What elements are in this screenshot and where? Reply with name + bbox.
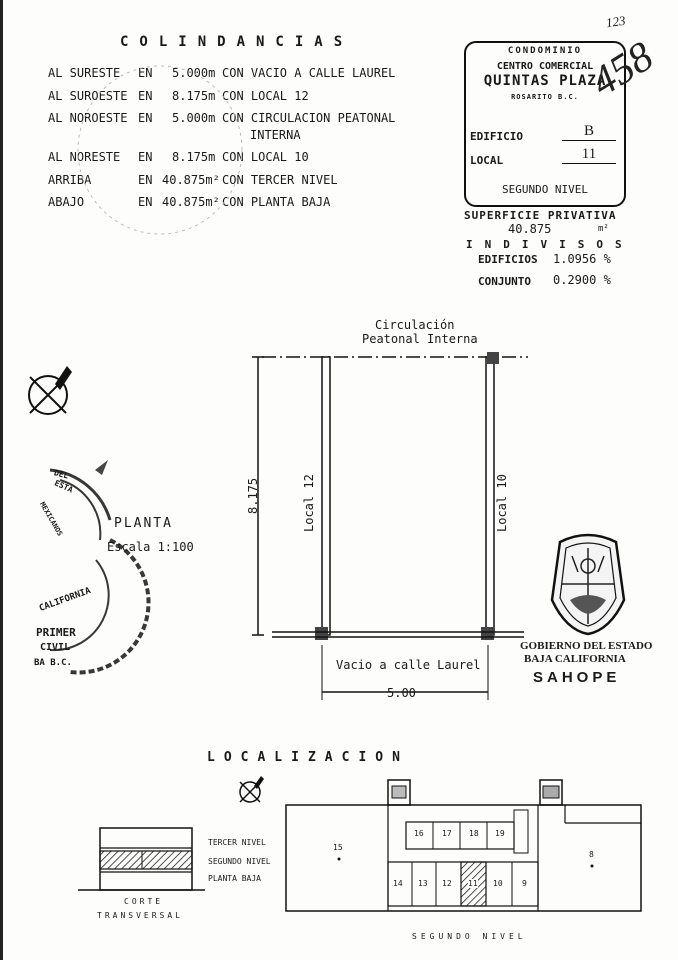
colindancia-direction: AL SUROESTE bbox=[48, 89, 128, 103]
local-number: 18 bbox=[469, 829, 479, 838]
local-number: 15 bbox=[333, 843, 343, 852]
north-arrow-icon bbox=[29, 366, 72, 414]
colindancia-en: EN bbox=[138, 195, 153, 209]
colindancia-en: EN bbox=[138, 89, 153, 103]
column-top-right bbox=[487, 352, 499, 364]
segundo-nivel-label: SEGUNDO NIVEL bbox=[412, 932, 527, 941]
colindancia-con: CON LOCAL 10 bbox=[222, 150, 309, 164]
local-number: 17 bbox=[442, 829, 452, 838]
plaza-name: QUINTAS PLAZA bbox=[483, 73, 607, 89]
local-number: 10 bbox=[493, 879, 503, 888]
planta-label: PLANTA bbox=[114, 516, 173, 531]
colindancia-con: CON LOCAL 12 bbox=[222, 89, 309, 103]
gobierno-line-1: GOBIERNO DEL ESTADO bbox=[520, 640, 653, 652]
indivisos-label: INDIVISOS bbox=[466, 238, 634, 251]
cross-section-diagram bbox=[78, 828, 205, 890]
colindancia-con: CON CIRCULACION PEATONAL bbox=[222, 111, 396, 125]
colindancia-direction: AL SURESTE bbox=[48, 66, 121, 80]
height-dimension-value: 8.175 bbox=[246, 477, 260, 514]
left-wall bbox=[322, 357, 330, 635]
local-number: 16 bbox=[414, 829, 424, 838]
corte-level-label: TERCER NIVEL bbox=[208, 838, 266, 847]
local-number: 13 bbox=[418, 879, 428, 888]
colindancia-value: 8.175m bbox=[172, 150, 216, 164]
colindancia-direction: ABAJO bbox=[48, 195, 85, 209]
edificios-value: 1.0956 % bbox=[553, 252, 611, 266]
north-arrow-small-icon bbox=[240, 776, 264, 802]
gobierno-line-2: BAJA CALIFORNIA bbox=[524, 653, 626, 665]
corte-label: CORTE bbox=[124, 897, 164, 906]
stamp-text: MEXICANOS bbox=[38, 500, 64, 538]
colindancia-value: 5.000m bbox=[172, 111, 216, 125]
state-coat-of-arms-icon bbox=[552, 535, 624, 634]
colindancia-value: 5.000m bbox=[172, 66, 216, 80]
colindancia-value: 8.175m bbox=[172, 89, 216, 103]
width-dimension-value: 5.00 bbox=[387, 686, 416, 700]
local-value: 11 bbox=[562, 146, 616, 164]
colindancia-value: 40.875m² bbox=[162, 195, 220, 209]
corte-level-label: SEGUNDO NIVEL bbox=[208, 857, 271, 866]
transversal-label: TRANSVERSAL bbox=[97, 911, 183, 920]
local-number: 9 bbox=[522, 879, 527, 888]
stamp-text: CALIFORNIA bbox=[37, 586, 93, 614]
local-number: 8 bbox=[589, 850, 594, 859]
colindancia-con: CON TERCER NIVEL bbox=[222, 173, 338, 187]
colindancia-value: 40.875m² bbox=[162, 173, 220, 187]
local-number: 14 bbox=[393, 879, 403, 888]
colindancia-con: CON PLANTA BAJA bbox=[222, 195, 331, 209]
conjunto-value: 0.2900 % bbox=[553, 273, 611, 287]
edificio-value: B bbox=[562, 123, 616, 141]
colindancias-title: COLINDANCIAS bbox=[120, 34, 354, 50]
faint-stamp-circle bbox=[78, 66, 242, 234]
plan-top-label-2: Peatonal Interna bbox=[362, 332, 478, 346]
colindancia-con: CON VACIO A CALLE LAUREL bbox=[222, 66, 396, 80]
edificio-label: EDIFICIO bbox=[470, 130, 523, 143]
column-bottom-left bbox=[315, 627, 328, 640]
superficie-value: 40.875 bbox=[508, 222, 552, 236]
stamp-text: DEL bbox=[53, 468, 70, 481]
escala-label: Escala 1:100 bbox=[107, 540, 194, 554]
colindancia-direction: AL NORESTE bbox=[48, 150, 121, 164]
local-label: LOCAL bbox=[470, 154, 504, 167]
sahope-label: SAHOPE bbox=[533, 669, 621, 686]
centro-comercial-label: CENTRO COMERCIAL bbox=[496, 61, 594, 72]
stamp-text: BA B.C. bbox=[34, 658, 72, 668]
nivel-label: SEGUNDO NIVEL bbox=[501, 183, 589, 196]
south-boundary-label: Vacio a calle Laurel bbox=[336, 658, 481, 672]
plan-top-label-1: Circulación bbox=[375, 318, 455, 332]
local-number-highlighted: 11 bbox=[468, 879, 478, 888]
edificios-label: EDIFICIOS bbox=[478, 253, 538, 266]
localizacion-title: LOCALIZACION bbox=[207, 750, 409, 765]
local-number: 12 bbox=[442, 879, 452, 888]
local-number: 19 bbox=[495, 829, 505, 838]
stamp-text: CIVIL bbox=[40, 642, 71, 653]
colindancia-en: EN bbox=[138, 111, 153, 125]
handwritten-number: 123 bbox=[604, 12, 627, 31]
stamp-text: PRIMER bbox=[36, 626, 76, 639]
condominio-label: CONDOMINIO bbox=[507, 46, 583, 56]
city-label: ROSARITO B.C. bbox=[511, 93, 579, 101]
right-wall bbox=[486, 357, 494, 635]
colindancia-direction: ARRIBA bbox=[48, 173, 92, 187]
colindancia-con: INTERNA bbox=[250, 128, 301, 142]
stamp-text: ESTA bbox=[53, 478, 75, 495]
column-bottom-right bbox=[481, 627, 494, 640]
colindancia-en: EN bbox=[138, 150, 153, 164]
conjunto-label: CONJUNTO bbox=[478, 275, 531, 288]
colindancia-en: EN bbox=[138, 66, 153, 80]
colindancia-en: EN bbox=[138, 173, 153, 187]
superficie-unit: m² bbox=[598, 224, 609, 234]
handwritten-file-number: 458 bbox=[583, 33, 662, 106]
local-10-label: Local 10 bbox=[495, 474, 509, 532]
local-12-label: Local 12 bbox=[302, 474, 316, 532]
corte-level-label: PLANTA BAJA bbox=[208, 874, 261, 883]
superficie-label: SUPERFICIE PRIVATIVA bbox=[464, 209, 617, 222]
colindancia-direction: AL NOROESTE bbox=[48, 111, 128, 125]
